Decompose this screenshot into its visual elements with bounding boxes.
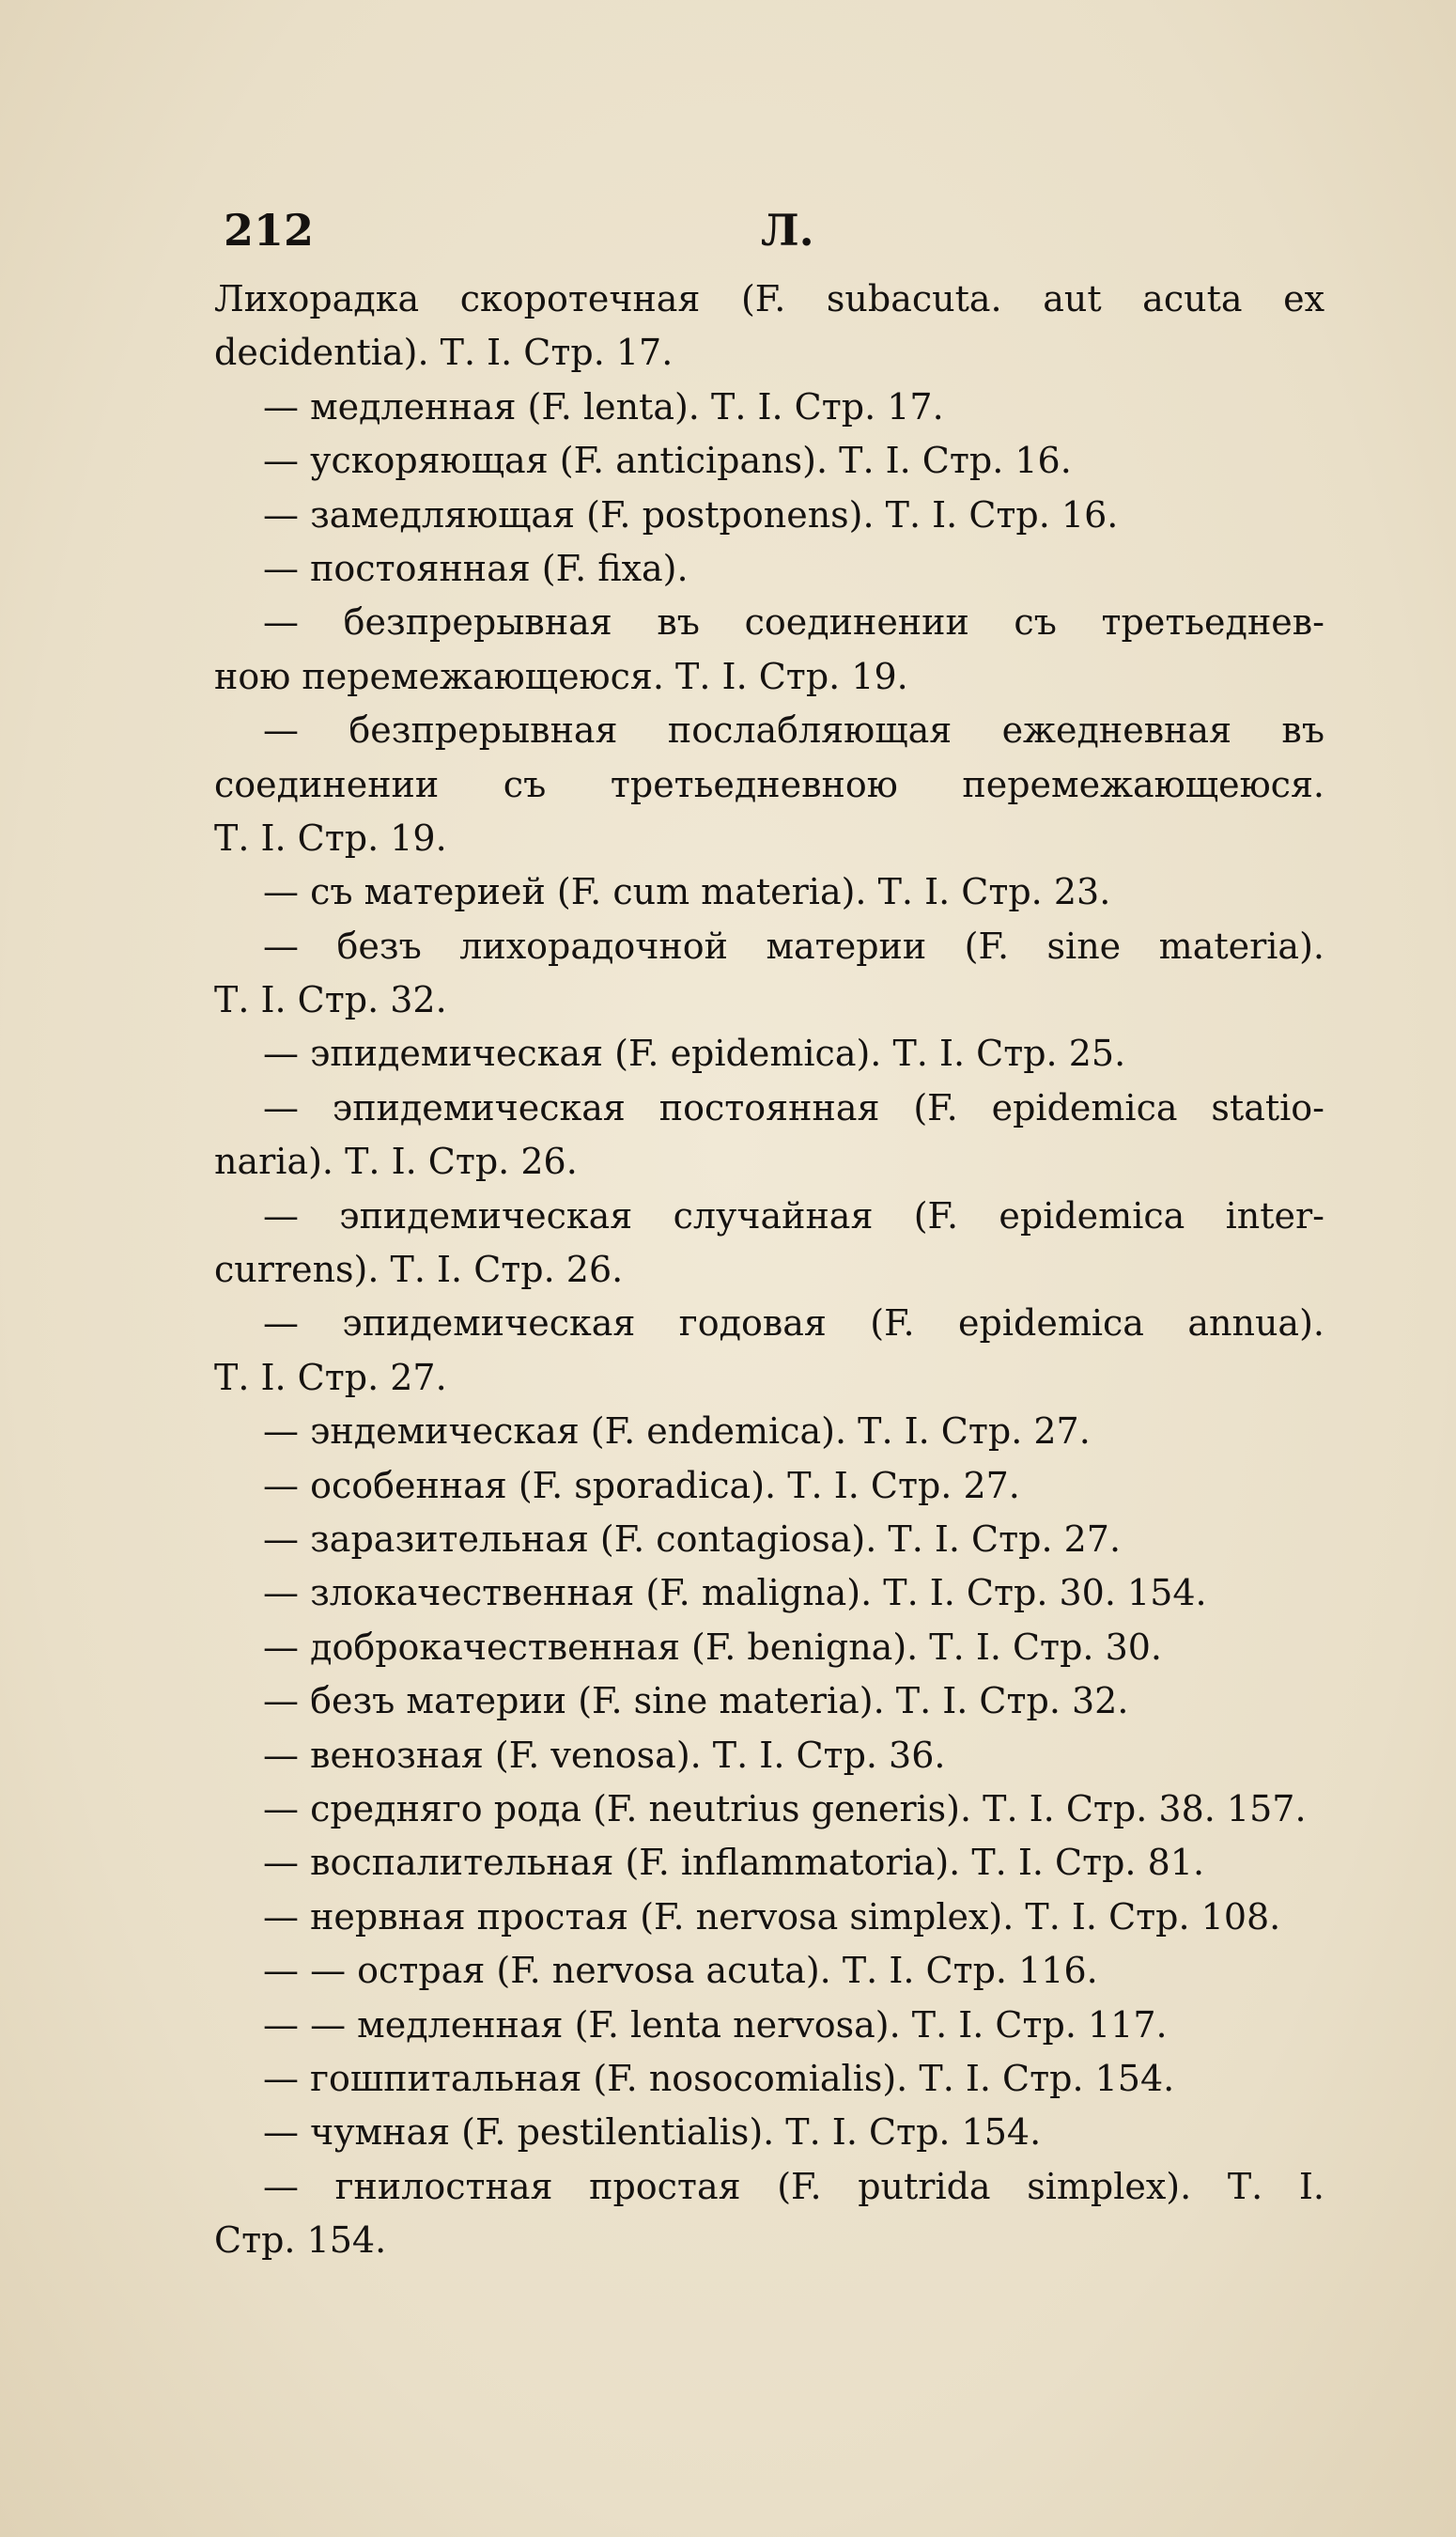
index-line: — ускоряющая (F. anticipans). Т. I. Стр. 16. <box>263 440 1072 482</box>
index-line: — медленная (F. lenta). Т. I. Стр. 17. <box>263 385 944 428</box>
index-line: — венозная (F. venosa). Т. I. Стр. 36. <box>263 1734 946 1776</box>
index-line: — — острая (F. nervosa acuta). Т. I. Стр. 116. <box>263 1950 1098 1992</box>
index-line: — злокачественная (F. maligna). Т. I. Стр. 30. 154. <box>263 1572 1207 1614</box>
index-line: — особенная (F. sporadica). Т. I. Стр. 27. <box>263 1464 1020 1506</box>
section-letter: Л. <box>761 205 814 256</box>
index-line: — — медленная (F. lenta nervosa). Т. I. Стр. 117. <box>263 2003 1168 2046</box>
index-line: — безъ материи (F. sine materia). Т. I. Стр. 32. <box>263 1680 1129 1722</box>
index-line: — доброкачественная (F. benigna). Т. I. Стр. 30. <box>263 1626 1162 1668</box>
index-line: Лихорадка скоротечная (F. subacuta. aut acuta ex <box>214 278 1324 319</box>
index-line: — безъ лихорадочной материи (F. sine materia). <box>263 925 1324 967</box>
index-line: — гошпитальная (F. nosocomialis). Т. I. Стр. 154. <box>263 2057 1175 2099</box>
index-line: — эндемическая (F. endemica). Т. I. Стр. 27. <box>263 1410 1091 1453</box>
index-line: — безпрерывная въ соединении съ третьеднев- <box>263 601 1324 644</box>
index-line: — постоянная (F. fixa). <box>263 547 689 589</box>
index-line: — эпидемическая годовая (F. epidemica annua). <box>263 1302 1324 1345</box>
index-line: — гнилостная простая (F. putrida simplex). Т. I. <box>263 2165 1324 2207</box>
index-line: — нервная простая (F. nervosa simplex). Т. I. Стр. 108. <box>263 1895 1281 1938</box>
index-line: соединении съ третьедневною перемежающеюся. <box>214 763 1324 805</box>
index-line: Стр. 154. <box>214 2219 387 2262</box>
index-line: — замедляющая (F. postponens). Т. I. Стр. 16. <box>263 493 1119 536</box>
index-line: Т. I. Стр. 32. <box>214 979 447 1021</box>
index-line: currens). Т. I. Стр. 26. <box>214 1249 624 1291</box>
index-line: ною перемежающеюся. Т. I. Стр. 19. <box>214 655 908 697</box>
index-line: — чумная (F. pestilentialis). Т. I. Стр. 154. <box>263 2111 1042 2154</box>
index-line: — заразительная (F. contagiosa). Т. I. Стр. 27. <box>263 1518 1122 1560</box>
page-number: 212 <box>224 205 315 256</box>
page-header <box>224 205 1323 261</box>
index-line: decidentia). Т. I. Стр. 17. <box>214 332 674 374</box>
index-line: — съ материей (F. cum materia). Т. I. Стр. 23. <box>263 871 1111 913</box>
index-line: Т. I. Стр. 27. <box>214 1356 447 1398</box>
index-line: naria). Т. I. Стр. 26. <box>214 1141 578 1183</box>
index-line: — эпидемическая постоянная (F. epidemica statio- <box>263 1086 1324 1128</box>
index-line: — эпидемическая (F. epidemica). Т. I. Стр. 25. <box>263 1033 1126 1075</box>
index-line: Т. I. Стр. 19. <box>214 817 447 859</box>
index-line: — средняго рода (F. neutrius generis). Т. I. Стр. 38. 157. <box>263 1787 1307 1829</box>
index-line: — эпидемическая случайная (F. epidemica inter- <box>263 1194 1324 1237</box>
index-line: — воспалительная (F. inflammatoria). Т. I. Стр. 81. <box>263 1842 1205 1884</box>
index-entries <box>214 272 1324 2267</box>
index-line: — безпрерывная послабляющая ежедневная въ <box>263 709 1324 752</box>
